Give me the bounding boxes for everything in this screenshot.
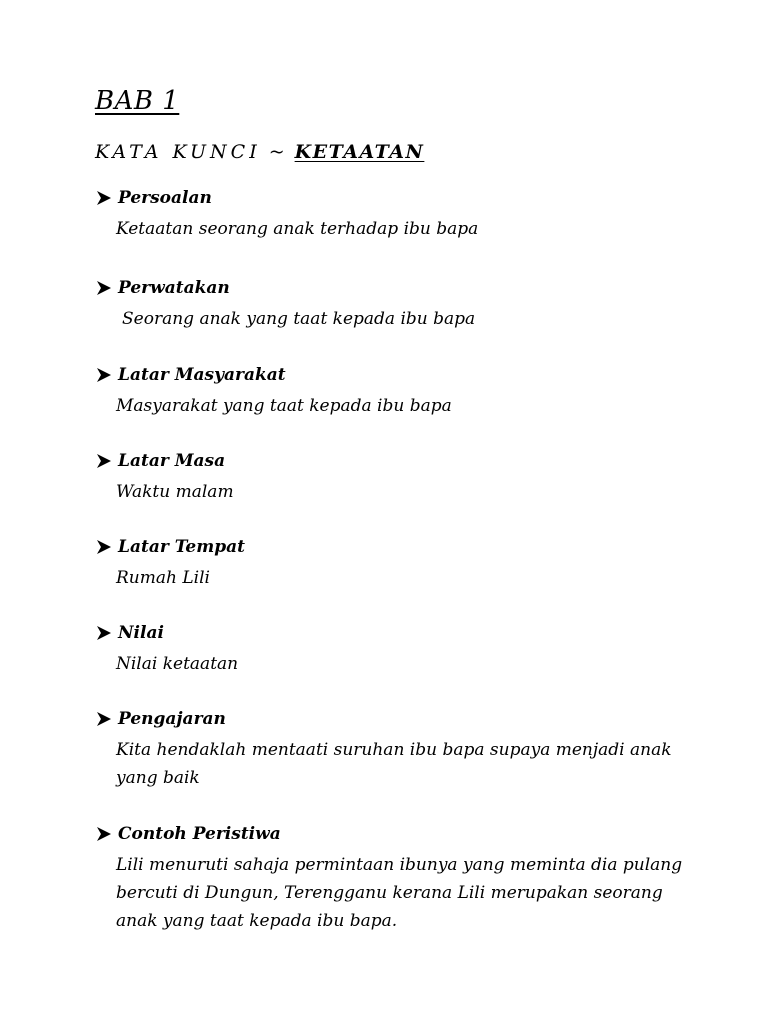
section-heading: Latar Tempat — [118, 537, 245, 557]
keyword-line — [95, 141, 424, 163]
arrow-bullet-icon — [95, 825, 113, 843]
arrow-bullet-icon — [95, 279, 113, 297]
arrow-bullet-icon — [95, 366, 113, 384]
keyword-value: KETAATAN — [294, 141, 425, 163]
section-heading: Persoalan — [118, 188, 212, 208]
section-text: Nilai ketaatan — [116, 654, 239, 674]
section-text: Ketaatan seorang anak terhadap ibu bapa — [116, 219, 479, 239]
section-text: Lili menuruti sahaja permintaan ibunya yang meminta dia pulang bercuti di Dungun, Terengganu kerana Lili merupakan seorang anak yang taat kepada ibu bapa. — [116, 855, 683, 931]
arrow-bullet-icon — [95, 452, 113, 470]
keyword-label: KATA KUNCI — [95, 141, 261, 163]
section-heading: Contoh Peristiwa — [118, 824, 281, 844]
chapter-title: BAB 1 — [95, 86, 180, 116]
keyword-separator: ~ — [268, 141, 285, 163]
arrow-bullet-icon — [95, 624, 113, 642]
section-heading: Pengajaran — [118, 709, 226, 729]
section-text: Rumah Lili — [116, 568, 210, 588]
arrow-bullet-icon — [95, 538, 113, 556]
section-text: Masyarakat yang taat kepada ibu bapa — [116, 396, 452, 416]
section-heading: Latar Masa — [118, 451, 226, 471]
section-heading: Latar Masyarakat — [118, 365, 286, 385]
section-text: Kita hendaklah mentaati suruhan ibu bapa supaya menjadi anak yang baik — [116, 740, 672, 788]
section-text: Waktu malam — [116, 482, 234, 502]
arrow-bullet-icon — [95, 710, 113, 728]
section-heading: Perwatakan — [118, 278, 230, 298]
section-text: Seorang anak yang taat kepada ibu bapa — [122, 309, 476, 329]
section-heading: Nilai — [118, 623, 164, 643]
arrow-bullet-icon — [95, 189, 113, 207]
